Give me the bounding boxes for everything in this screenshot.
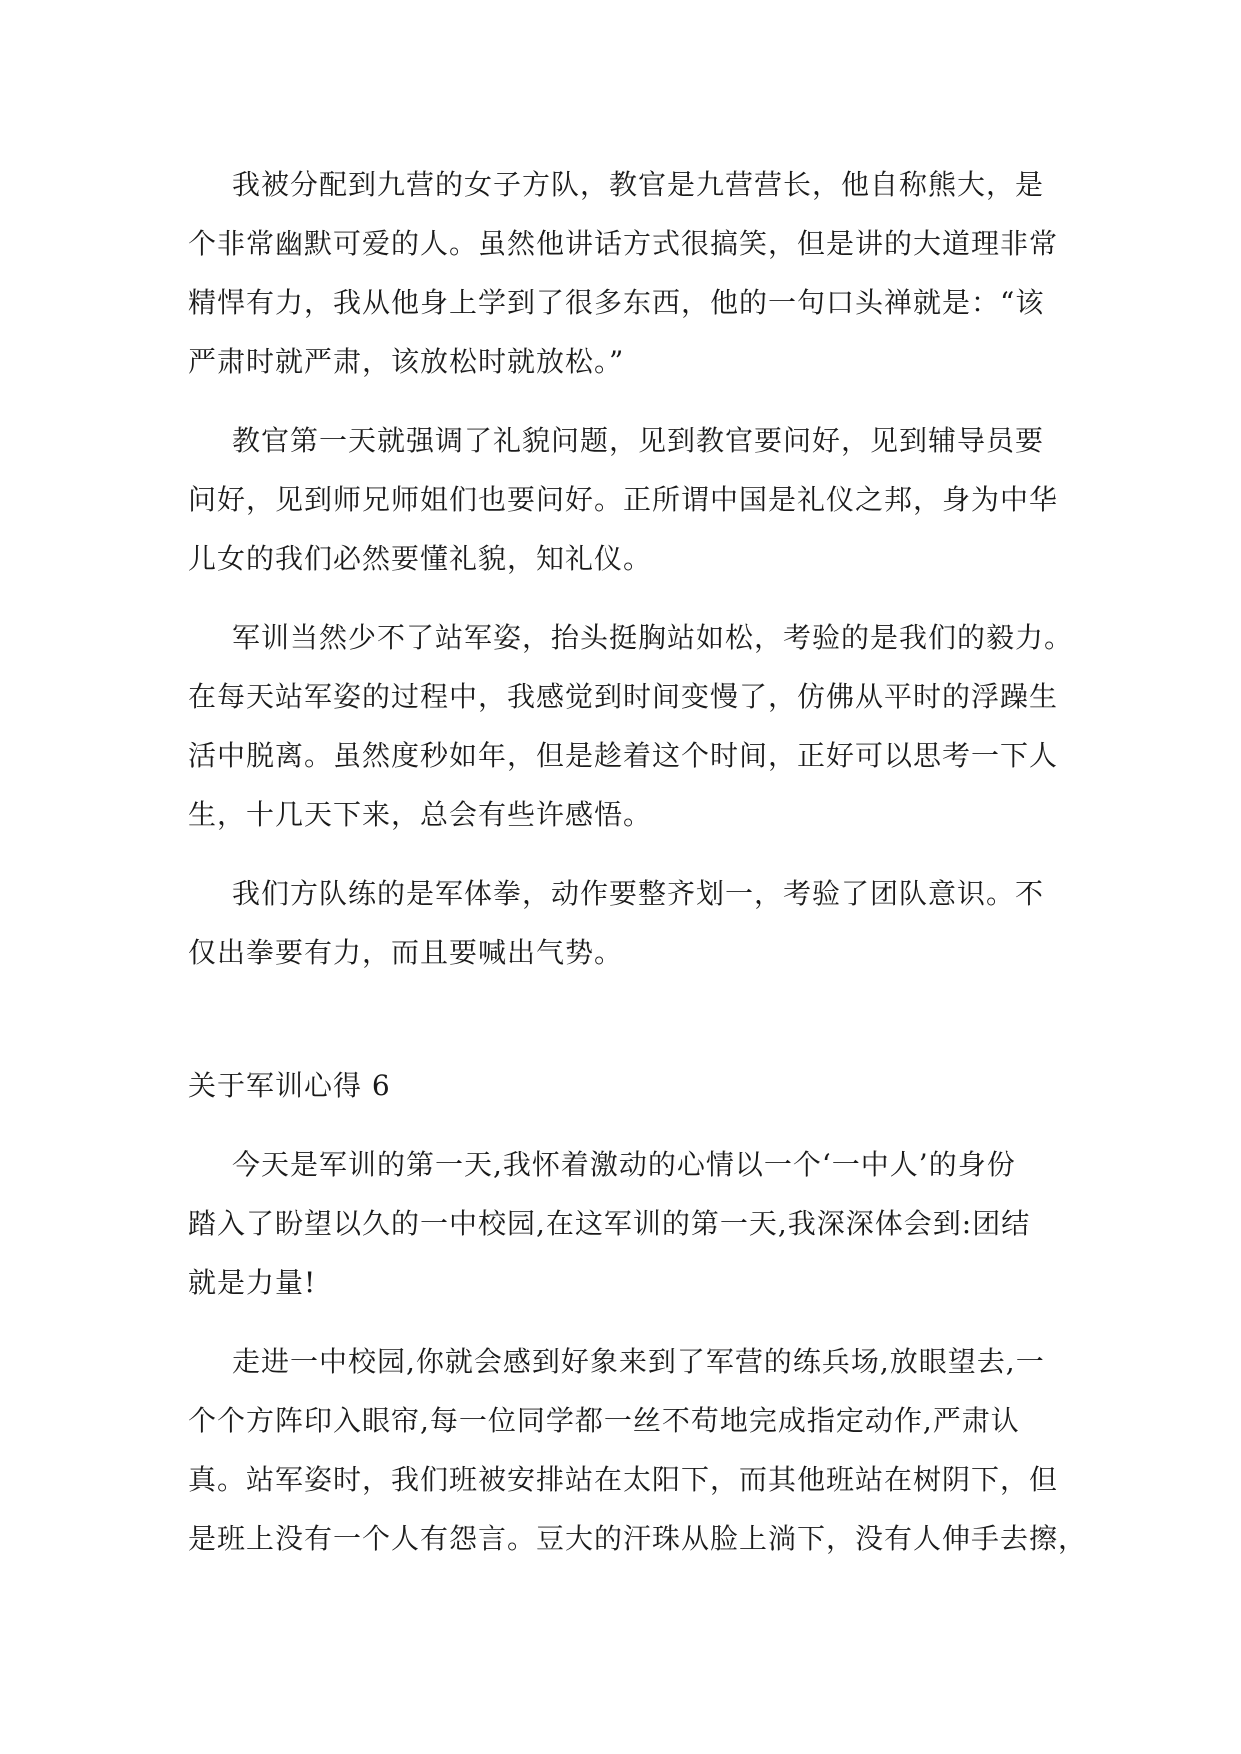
paragraph-line: 是班上没有一个人有怨言。豆大的汗珠从脸上淌下，没有人伸手去擦， xyxy=(188,1522,1088,1555)
paragraph-line: 今天是军训的第一天,我怀着激动的心情以一个‘一中人’的身份 xyxy=(232,1148,1016,1181)
paragraph-line: 活中脱离。虽然度秒如年，但是趁着这个时间，正好可以思考一下人 xyxy=(188,739,1059,772)
paragraph-line: 儿女的我们必然要懂礼貌，知礼仪。 xyxy=(188,542,653,575)
paragraph-line: 走进一中校园,你就会感到好象来到了军营的练兵场,放眼望去,一 xyxy=(232,1345,1045,1378)
paragraph-line: 在每天站军姿的过程中，我感觉到时间变慢了，仿佛从平时的浮躁生 xyxy=(188,680,1059,713)
paragraph-line: 严肃时就严肃，该放松时就放松。” xyxy=(188,345,625,378)
paragraph-line: 个个方阵印入眼帘,每一位同学都一丝不苟地完成指定动作,严肃认 xyxy=(188,1404,1020,1437)
paragraph-line: 精悍有力，我从他身上学到了很多东西，他的一句口头禅就是：“该 xyxy=(188,286,1045,319)
paragraph-line: 生，十几天下来，总会有些许感悟。 xyxy=(188,798,653,831)
paragraph-line: 就是力量! xyxy=(188,1266,317,1299)
paragraph-line: 军训当然少不了站军姿，抬头挺胸站如松，考验的是我们的毅力。 xyxy=(232,621,1074,654)
paragraph-line: 问好，见到师兄师姐们也要问好。正所谓中国是礼仪之邦，身为中华 xyxy=(188,483,1059,516)
paragraph-line: 踏入了盼望以久的一中校园,在这军训的第一天,我深深体会到:团结 xyxy=(188,1207,1031,1240)
paragraph-line: 我们方队练的是军体拳，动作要整齐划一，考验了团队意识。不 xyxy=(232,877,1045,910)
paragraph-line: 个非常幽默可爱的人。虽然他讲话方式很搞笑，但是讲的大道理非常 xyxy=(188,227,1059,260)
paragraph-line: 教官第一天就强调了礼貌问题，见到教官要问好，见到辅导员要 xyxy=(232,424,1045,457)
paragraph-line: 真。站军姿时，我们班被安排站在太阳下，而其他班站在树阴下，但 xyxy=(188,1463,1059,1496)
section-heading: 关于军训心得 6 xyxy=(188,1069,391,1102)
paragraph-line: 我被分配到九营的女子方队，教官是九营营长，他自称熊大，是 xyxy=(232,168,1045,201)
paragraph-line: 仅出拳要有力，而且要喊出气势。 xyxy=(188,936,624,969)
